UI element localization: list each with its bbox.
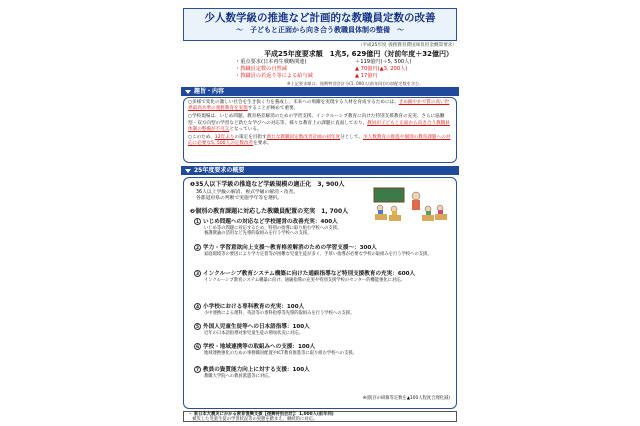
budget-title: 平成25年度要求額 1兆5, 629億円（対前年度＋32億円） — [264, 50, 453, 58]
subitem: 4 小学校における専科教育の充実：100人 小中連携による理科、英語等の専科指導等先導的取組みを行う学校への支援。 — [195, 304, 355, 316]
number-badge: 4 — [195, 305, 200, 310]
overview-note: ※(既存の研修等定数を▲100人程度合理化減) — [362, 396, 450, 401]
number-badge: 6 — [195, 345, 200, 350]
budget-line: ・教職員定数の自然減 ▲ 70億円(▲3, 200人) — [235, 66, 408, 72]
footer-box — [183, 411, 457, 422]
overview-item-1-line: 36人以上学級の解消、複式学級の解消・改善。 — [196, 190, 299, 195]
classroom-illustration-icon — [366, 184, 450, 226]
budget-lines — [235, 59, 461, 80]
number-badge: 5 — [195, 325, 200, 330]
budget-note: ※上記要求額は、復興特別会計分(1, 000人(前年同))の加配定数を含む。 — [287, 81, 424, 86]
subitem: 1 いじめ問題への対応など学校運営の改善充実：400人 いじめ等の問題に対応するため、特別の指導に取り組む学校への支援。 養護教諭の活用など先導的取組みを行う学校への支援。 — [195, 219, 342, 237]
subitem: 3 インクルーシブ教育システム構築に向けた通級指導など特別支援教育の充実：600人 インクルーシブ教育システム構築に向け、通級指導の充実や特別支援学校のセンター的機能強化に対応。 — [195, 271, 416, 283]
subitem: 7 教員の資質能力向上に対する支援：100人 教職大学院への教員派遣等に対応。 — [195, 367, 310, 379]
section-header-background: 趣旨・内容 — [181, 87, 459, 96]
subitem: 6 学校・地域連携等の取組みへの支援：100人 地域連携強化のための事務職員配置やICT教育推進等に取り組む学校への支援。 — [195, 344, 357, 356]
title-box — [183, 8, 457, 41]
page-subtitle: ～ 子どもと正面から向き合う教職員体制の整備 ～ — [236, 26, 404, 34]
overview-item-2-title: ❷個別の教育課題に対応した教職員配置の充実 1, 700人 — [190, 208, 349, 215]
footer-line: ・ 東日本大震災にかかる教育復興支援【復興特別会計】：1,000人(前年同) — [188, 412, 334, 417]
number-badge: 7 — [195, 368, 200, 373]
source-note: （平成25年度 義務教育費国庫負担金概算要求） — [357, 43, 457, 48]
number-badge: 2 — [195, 246, 200, 251]
budget-line: ・重点要求(日本再生戦略関連) ＋119億円(＋5, 500人) — [235, 59, 412, 65]
subitem: 2 学力・学習意欲向上支援～教育格差解消のための学習支援～：300人 家庭環境等の要因により学力定着等が困難な児童生徒が多く、手厚い指導が必要な学校の取組みを行う学校への支援。 — [195, 245, 432, 257]
triangle-down-icon — [185, 169, 191, 173]
document-page — [175, 4, 465, 422]
page-title: 少人数学級の推進など計画的な教職員定数の改善 — [204, 12, 436, 24]
number-badge: 3 — [195, 272, 200, 277]
background-paragraph-2: ○学校現場は、いじめ問題、教育格差解消のための学習支援、インクルーシブ教育に向けた特別支援教育の充実、さらに協働型・双方向型の学習など新たな学びへの対応等、様々な教育上の課題に直面しており、教員が子どもと正面から向き合う教職員体制の整備が不可欠となっている。 — [188, 114, 450, 133]
overview-item-1-line: 各都道府県の判断で実施学年等を選択。 — [196, 196, 283, 201]
triangle-down-icon — [185, 90, 191, 94]
subitem: 5 外国人児童生徒等への日本語指導：100人 近年の日本語指導対象児童生徒の増加状況に対応。 — [195, 324, 310, 336]
background-box — [183, 97, 457, 163]
overview-item-1-title: ❶35人以下学級の推進など学級規模の適正化 3, 900人 — [190, 181, 345, 188]
section-header-overview: 25年度要求の概要 — [181, 166, 459, 175]
footer-line: 被災した児童生徒の学習状況等の実態を踏まえ、継続的に対応。 — [188, 417, 318, 422]
budget-line: ・教職員の若返り等による給与減 ▲ 17億円 — [235, 73, 378, 79]
number-badge: 1 — [195, 220, 200, 225]
background-paragraph-3: ○このため、12年ぶりの策定を目指す新たな教職員定数改善計画の初年度分として、少人数教育の推進や個別の教育課題への対応に必要な5, 500人の定数改善を要求。 — [188, 135, 451, 147]
overview-box — [183, 177, 457, 409]
background-paragraph-1: ○多様で変化の激しい社会を生き抜く力を養成し、未来への飛躍を実現する人材を育成するためには、きめ細やかで質の高い世界最高水準の義務教育を実現することが極めて重要。 — [188, 100, 450, 112]
